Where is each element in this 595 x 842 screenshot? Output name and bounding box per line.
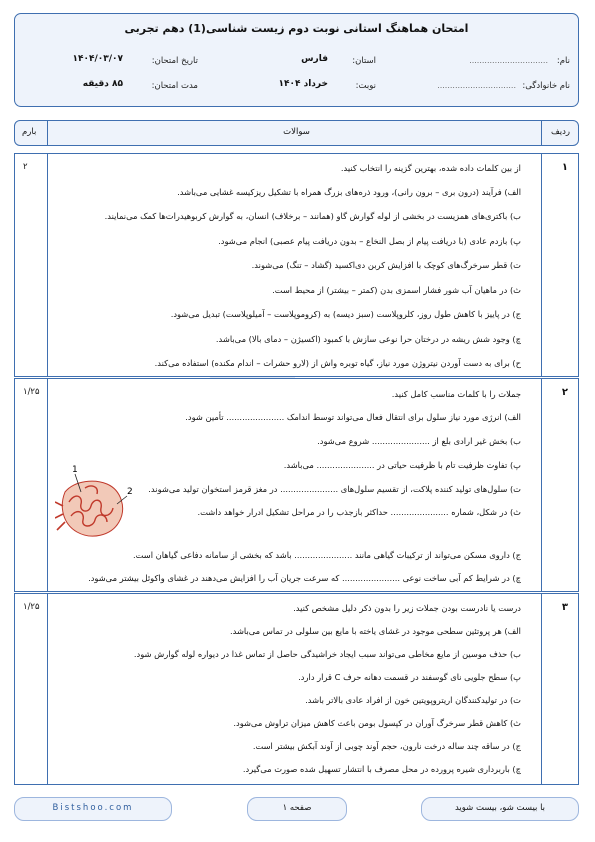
col-divider: [47, 594, 48, 784]
question-item: ج) داروی مسکن می‌تواند از ترکیبات گیاهی مانند ...................... باشد که بخشی از سامانه دفاعی گیاهان است.: [132, 550, 521, 560]
question-item: پ) بازدم عادی (با دریافت پیام از بصل النخاع – بدون دریافت پیام عصبی) انجام می‌شود.: [218, 236, 521, 246]
question-item: الف) هر پروتئین سطحی موجود در غشای یاخته با مایع بین سلولی در تماس می‌باشد.: [229, 626, 521, 636]
col-divider: [47, 154, 48, 376]
col-score: بارم: [22, 127, 37, 137]
duration-label: مدت امتحان:: [151, 81, 198, 91]
question-item: چ) در شرایط کم آبی ساخت نوعی ...................... که سرعت جریان آب را افزایش می‌دهند در غشای واکوئل بیشتر می‌شود.: [88, 573, 521, 583]
col-row: ردیف: [550, 127, 570, 137]
col-questions: سوالات: [283, 127, 310, 137]
question-item: الف) انرژی مورد نیاز سلول برای انتقال فعال می‌تواند توسط اندامک ...................... تأمین شود.: [185, 412, 521, 422]
question-item: ت) قطر سرخرگ‌های کوچک با افزایش کربن دی‌اکسید (گشاد – تنگ) می‌شوند.: [251, 260, 521, 270]
column-header: [14, 120, 579, 146]
question-item: ث) در ماهیان آب شور فشار اسمزی بدن (کمتر – بیشتر) از محیط است.: [272, 285, 521, 295]
question-item: چ) وجود شش ریشه در درختان حرا نوعی سازش با کمبود (اکسیژن – دمای بالا) می‌باشد.: [215, 334, 521, 344]
exam-header: [14, 13, 579, 107]
exam-title: امتحان هماهنگ استانی نوبت دوم زیست شناسی(1) دهم تجربی: [124, 22, 469, 35]
question-block-1: [14, 153, 579, 377]
question-item: ح) برای به دست آوردن نیتروژن مورد نیاز، گیاه توبره واش از (لارو حشرات – اندام مکنده) استفاده می‌کند.: [154, 358, 521, 368]
nephron-figure: [55, 462, 135, 544]
footer-page: صفحه ۱: [247, 797, 347, 821]
question-instruction: از بین کلمات داده شده، بهترین گزینه را انتخاب کنید.: [340, 163, 521, 173]
question-item: ب) حذف موسین از مایع مخاطی می‌تواند سبب ایجاد خراشیدگی حاصل از تماس غذا در دیواره لوله گوارش شود.: [133, 649, 521, 659]
col-divider: [541, 594, 542, 784]
family-dots: ...............................: [437, 81, 516, 90]
question-block-3: [14, 593, 579, 785]
date-value: ۱۴۰۴/۰۳/۰۷: [72, 54, 123, 64]
question-number: ۲: [561, 387, 568, 398]
question-number: ۳: [561, 602, 568, 613]
question-item: ث) در شکل، شماره ...................... حداکثر بازجذب را در مراحل تشکیل ادرار خواهد داشت.: [197, 507, 521, 517]
question-item: ج) در ساقه چند ساله درخت نارون، حجم آوند چوبی از آوند آبکش بیشتر است.: [252, 741, 521, 751]
question-instruction: درست یا نادرست بودن جملات زیر را بدون ذکر دلیل مشخص کنید.: [293, 603, 521, 613]
question-score: ۱/۲۵: [23, 387, 40, 397]
province-label: استان:: [352, 56, 376, 66]
question-item: چ) باربرداری شیره پرورده در محل مصرف با انتشار تسهیل شده صورت می‌گیرد.: [242, 764, 521, 774]
question-score: ۲: [23, 162, 28, 172]
question-item: ج) در پاییز با کاهش طول روز، کلروپلاست (سبز دیسه) به (کروموپلاست – آمیلوپلاست) تبدیل می‌شود.: [170, 309, 521, 319]
footer-site[interactable]: Bistshoo.com: [14, 797, 172, 821]
name-label: نام:: [556, 56, 570, 66]
question-instruction: جملات را با کلمات مناسب کامل کنید.: [391, 389, 521, 399]
question-item: ت) سلول‌های تولید کننده پلاکت، از تقسیم سلول‌های ...................... در مغز قرمز استخوان تولید می‌شوند.: [148, 484, 521, 494]
turn-value: خرداد ۱۴۰۴: [278, 79, 328, 89]
name-dots: ...............................: [469, 56, 548, 65]
question-item: ب) باکتری‌های همزیست در بخشی از لوله گوارش گاو (همانند – برخلاف) انسان، به گوارش کربوهیدرات‌ها کمک می‌نمایند.: [104, 211, 521, 221]
question-item: ت) در تولیدکنندگان اریتروپویتین خون از افراد عادی بالاتر باشد.: [305, 695, 521, 705]
col-divider: [47, 379, 48, 591]
footer-slogan: با بیست شو، بیست شوید: [421, 797, 579, 821]
figure-label-1: 1: [72, 465, 78, 475]
province-value: فارس: [301, 54, 328, 64]
question-item: پ) تفاوت ظرفیت تام با ظرفیت حیاتی در ...................... می‌باشد.: [283, 460, 521, 470]
col-divider: [541, 379, 542, 591]
date-label: تاریخ امتحان:: [151, 56, 198, 66]
question-item: الف) فرآیند (درون بری – برون رانی)، ورود ذره‌های بزرگ همراه با تشکیل ریزکیسه غشایی می‌باشد.: [177, 187, 521, 197]
col-divider: [541, 154, 542, 376]
family-label: نام خانوادگی:: [522, 81, 570, 91]
figure-label-2: 2: [127, 487, 133, 497]
question-number: ۱: [561, 162, 568, 173]
col-divider: [47, 121, 48, 145]
question-score: ۱/۲۵: [23, 602, 40, 612]
duration-value: ۸۵ دقیقه: [82, 79, 123, 89]
turn-label: نوبت:: [355, 81, 376, 91]
question-item: ب) بخش غیر ارادی بلع از ...................... شروع می‌شود.: [317, 436, 521, 446]
question-item: ث) کاهش قطر سرخرگ آوران در کپسول بومن باعث کاهش میزان تراوش می‌شود.: [233, 718, 521, 728]
question-item: پ) سطح جلویی نای گوسفند در قسمت دهانه حرف C قرار دارد.: [298, 672, 521, 682]
